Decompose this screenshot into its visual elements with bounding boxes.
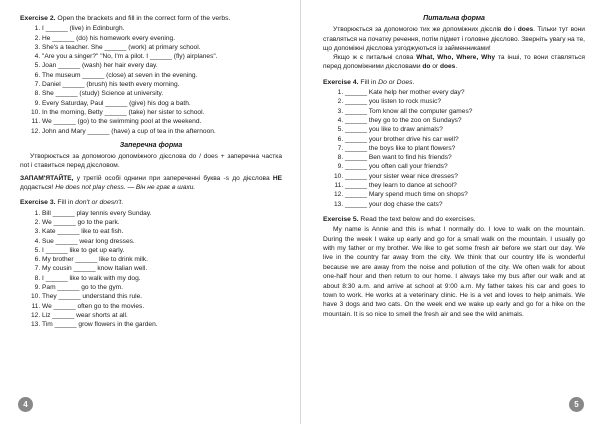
exercise-3-instruction-pre: Fill in [57, 199, 76, 207]
rule-do: do [503, 26, 512, 34]
list-item: 11. ______ they learn to dance at school? [345, 181, 585, 190]
list-item: 12. ______ Mary spend much time on shops? [345, 190, 585, 199]
exercise-2-label: Exercise 2. [20, 15, 56, 22]
list-item: 5. ______ you like to draw animals? [345, 125, 585, 134]
list-item: 10. They ______ understand this rule. [42, 292, 282, 301]
list-item: 10. In the morning, Betty ______ (take) her sister to school. [42, 108, 282, 117]
exercise-5-instruction: Read the text below and do exercises. [360, 215, 476, 223]
negative-form-title: Заперечна форма [119, 141, 183, 149]
rule-text-2: і [511, 26, 518, 34]
list-item: 3. Kate ______ like to eat fish. [42, 227, 282, 236]
list-item: 8. I ______ like to walk with my dog. [42, 274, 282, 283]
question-form-rule [323, 25, 585, 53]
list-item: 4. Sue ______ wear long dresses. [42, 237, 282, 246]
exercise-3-heading [20, 198, 282, 207]
exercise-3-list [20, 209, 282, 330]
list-item: 5. Joan ______ (wash) her hair every day. [42, 61, 282, 70]
note-example: He does not play chess. — Він не грає в шахи. [55, 184, 196, 192]
list-item: 10. ______ your sister wear nice dresses? [345, 172, 585, 181]
page-number-left: 4 [18, 397, 33, 412]
exercise-4-list [323, 88, 585, 209]
reading-text: My name is Annie and this is what I normally do. I love to walk on the mountain. During the week I wake up early and go for a small walk on the mountain. I usually go with my father or my brother. We like to get some fresh air before we start our day. We live in the country far away from the city. We think that our country life is wonderful because we are away from the noise and pollution of the city. We often walk for about one-half hour and then return to our home. I always take my bus after our walk and at about 8:30 a.m. and arrive at school at 9:00 a.m. My father takes his car and goes to town to work. He works at a veterinary clinic. He is a vet and loves to help animals. We have 3 dogs and two cats. On the week end we wake up early and go for a hike on the mountain. It is so nice to smell the fresh air and see the wild animals. [323, 226, 585, 318]
rule2-or: or [430, 63, 440, 71]
list-item: 11. We ______ (go) to the swimming pool at the weekend. [42, 117, 282, 126]
list-item: 11. We ______ often go to the movies. [42, 302, 282, 311]
rule2-question-words: What, Who, Where, Why [416, 54, 496, 62]
list-item: 1. I ______ (live) in Edinburgh. [42, 24, 282, 33]
rule-text: Утворюється за допомогою тих же допоміжних дієслів [333, 26, 504, 34]
note-text-end: додається! [20, 184, 56, 192]
exercise-5-heading [323, 215, 585, 224]
list-item: 5. I ______ like to get up early. [42, 246, 282, 255]
list-item: 4. ______ they go to the zoo on Sundays? [345, 116, 585, 125]
list-item: 1. ______ Kate help her mother every day? [345, 88, 585, 97]
list-item: 13. Tim ______ grow flowers in the garden. [42, 320, 282, 329]
question-form-title: Питальна форма [423, 15, 485, 22]
list-item: 3. ______ Tom know all the computer games? [345, 107, 585, 116]
negative-form-rule: Утворюється за допомогою допоміжного дієслова do / does + заперечна частка not і ставиться перед дієсловом. [20, 153, 282, 170]
page-number-right: 5 [569, 397, 584, 412]
left-column [20, 14, 282, 330]
exercise-4-instruction-pre: Fill in [360, 78, 379, 86]
note-text: у третій особі однини при запереченні буква -s до дієслова [73, 174, 273, 182]
exercise-4-label: Exercise 4. [323, 78, 359, 86]
question-words-rule [323, 53, 585, 72]
list-item: 2. ______ you listen to rock music? [345, 97, 585, 106]
right-page [300, 0, 600, 424]
exercise-3-instruction-italic: don't or doesn't [75, 199, 122, 207]
rule2-text: Якщо ж є питальні слова [333, 54, 417, 62]
list-item: 2. He ______ (do) his homework every evening. [42, 34, 282, 43]
exercise-4-instruction-italic: Do or Does [378, 78, 413, 86]
exercise-3-instruction-post: . [121, 199, 124, 207]
list-item: 1. Bill ______ play tennis every Sunday. [42, 209, 282, 218]
list-item: 6. ______ your brother drive his car well? [345, 135, 585, 144]
list-item: 12. Liz ______ wear shorts at all. [42, 311, 282, 320]
exercise-5-label: Exercise 5. [323, 215, 359, 223]
exercise-2-instruction: Open the brackets and fill in the correct form of the verbs. [57, 15, 231, 22]
list-item: 6. My brother ______ like to drink milk. [42, 255, 282, 264]
note-emphasis: ЗАПАМ'ЯТАЙТЕ, [20, 174, 74, 182]
list-item: 7. My cousin ______ know Italian well. [42, 264, 282, 273]
exercise-4-instruction-post: . [412, 78, 415, 86]
rule2-does: does [439, 63, 456, 71]
rule2-text-2: та інші, то вони ставляться перед допоміжними дієсловами [323, 54, 585, 71]
rule-text-3: . Тільки тут вони ставляться на початку речення, потім підмет і головне дієслово. Зверніть увагу на те, що допоміжні дієслова узгоджуються із займенниками! [323, 26, 585, 52]
list-item: 4. "Are you a singer?" "No, I'm a pilot. I ______ (fly) airplanes". [42, 52, 282, 61]
list-item: 7. ______ the boys like to plant flowers? [345, 144, 585, 153]
list-item: 9. Pam ______ go to the gym. [42, 283, 282, 292]
list-item: 9. Every Saturday, Paul ______ (give) his dog a bath. [42, 99, 282, 108]
rule-does: does [517, 26, 534, 34]
list-item: 8. She ______ (study) Science at university. [42, 89, 282, 98]
list-item: 2. We ______ go to the park. [42, 218, 282, 227]
list-item: 6. The museum ______ (close) at seven in the evening. [42, 71, 282, 80]
exercise-2-heading [20, 14, 282, 23]
exercise-2-list [20, 24, 282, 136]
list-item: 8. ______ Ben want to find his friends? [345, 153, 585, 162]
list-item: 12. John and Mary ______ (have) a cup of tea in the afternoon. [42, 127, 282, 136]
list-item: 13. ______ your dog chase the cats? [345, 200, 585, 209]
exercise-4-heading [323, 78, 585, 87]
rule2-do: do [422, 63, 431, 71]
note-emphasis-2: НЕ [272, 174, 282, 182]
list-item: 9. ______ you often call your friends? [345, 162, 585, 171]
rule2-end: . [455, 63, 458, 71]
list-item: 3. She's a teacher. She ______ (work) at primary school. [42, 43, 282, 52]
negative-form-note [20, 174, 282, 193]
list-item: 7. Daniel ______ (brush) his teeth every morning. [42, 80, 282, 89]
right-column [323, 14, 585, 319]
exercise-3-label: Exercise 3. [20, 199, 56, 207]
